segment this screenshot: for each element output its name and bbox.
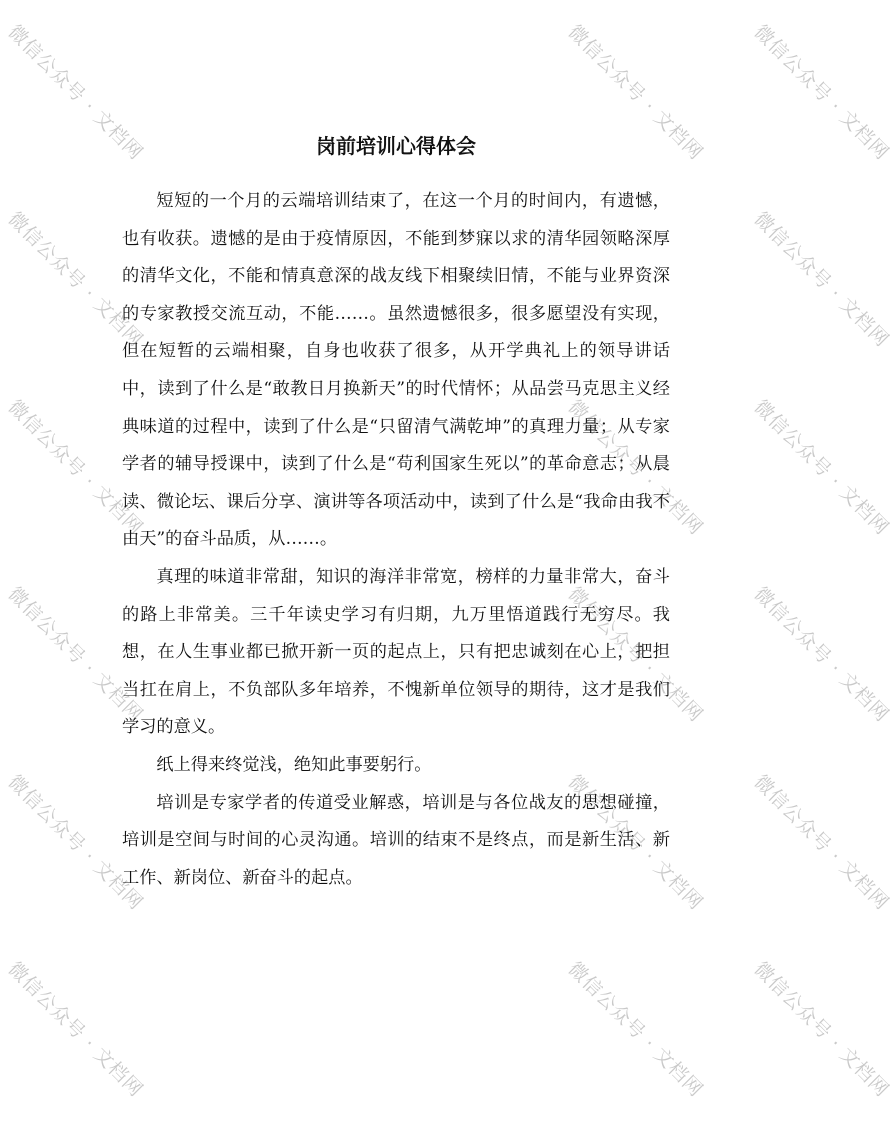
watermark-text: 微信公众号 · 文档网 <box>3 957 148 1102</box>
watermark-text: 微信公众号 · 文档网 <box>563 395 708 540</box>
body-paragraph: 培训是专家学者的传道受业解惑，培训是与各位战友的思想碰撞，培训是空间与时间的心灵沟通。培训的结束不是终点，而是新生活、新工作、新岗位、新奋斗的起点。 <box>122 792 670 888</box>
watermark-text: 微信公众号 · 文档网 <box>563 770 708 915</box>
watermark-text: 微信公众号 · 文档网 <box>3 770 148 915</box>
watermark-text: 微信公众号 · 文档网 <box>3 20 148 165</box>
watermark-text: 微信公众号 · 文档网 <box>749 582 894 727</box>
watermark-text: 微信公众号 · 文档网 <box>3 395 148 540</box>
document-title: 岗前培训心得体会 <box>316 134 476 158</box>
body-paragraph: 真理的味道非常甜，知识的海洋非常宽，榜样的力量非常大，奋斗的路上非常美。三千年读史学习有归期，九万里悟道践行无穷尽。我想，在人生事业都已掀开新一页的起点上，只有把忠诚刻在心上，把担当扛在肩上，不负部队多年培养，不愧新单位领导的期待，这才是我们学习的意义。 <box>122 566 670 738</box>
watermark-text: 微信公众号 · 文档网 <box>749 207 894 352</box>
watermark-text: 微信公众号 · 文档网 <box>3 207 148 352</box>
watermark-text: 微信公众号 · 文档网 <box>563 20 708 165</box>
watermark-text: 微信公众号 · 文档网 <box>749 395 894 540</box>
watermark-text: 微信公众号 · 文档网 <box>749 770 894 915</box>
document-body <box>122 183 670 897</box>
body-paragraph: 短短的一个月的云端培训结束了，在这一个月的时间内，有遗憾，也有收获。遗憾的是由于疫情原因，不能到梦寐以求的清华园领略深厚的清华文化，不能和情真意深的战友线下相聚续旧情，不能与业界资深的专家教授交流互动，不能……。虽然遗憾很多，很多愿望没有实现，但在短暂的云端相聚，自身也收获了很多，从开学典礼上的领导讲话中，读到了什么是“敢教日月换新天”的时代情怀；从品尝马克思主义经典味道的过程中，读到了什么是“只留清气满乾坤”的真理力量；从专家学者的辅导授课中，读到了什么是“苟利国家生死以”的革命意志；从晨读、微论坛、课后分享、演讲等各项活动中，读到了什么是“我命由我不由天”的奋斗品质，从……。 <box>122 191 670 550</box>
watermark-text: 微信公众号 · 文档网 <box>563 957 708 1102</box>
watermark-text: 微信公众号 · 文档网 <box>749 957 894 1102</box>
watermark-text: 微信公众号 · 文档网 <box>563 582 708 727</box>
watermark-text: 微信公众号 · 文档网 <box>749 20 894 165</box>
watermark-text: 微信公众号 · 文档网 <box>3 582 148 727</box>
body-paragraph: 纸上得来终觉浅，绝知此事要躬行。 <box>156 754 432 775</box>
